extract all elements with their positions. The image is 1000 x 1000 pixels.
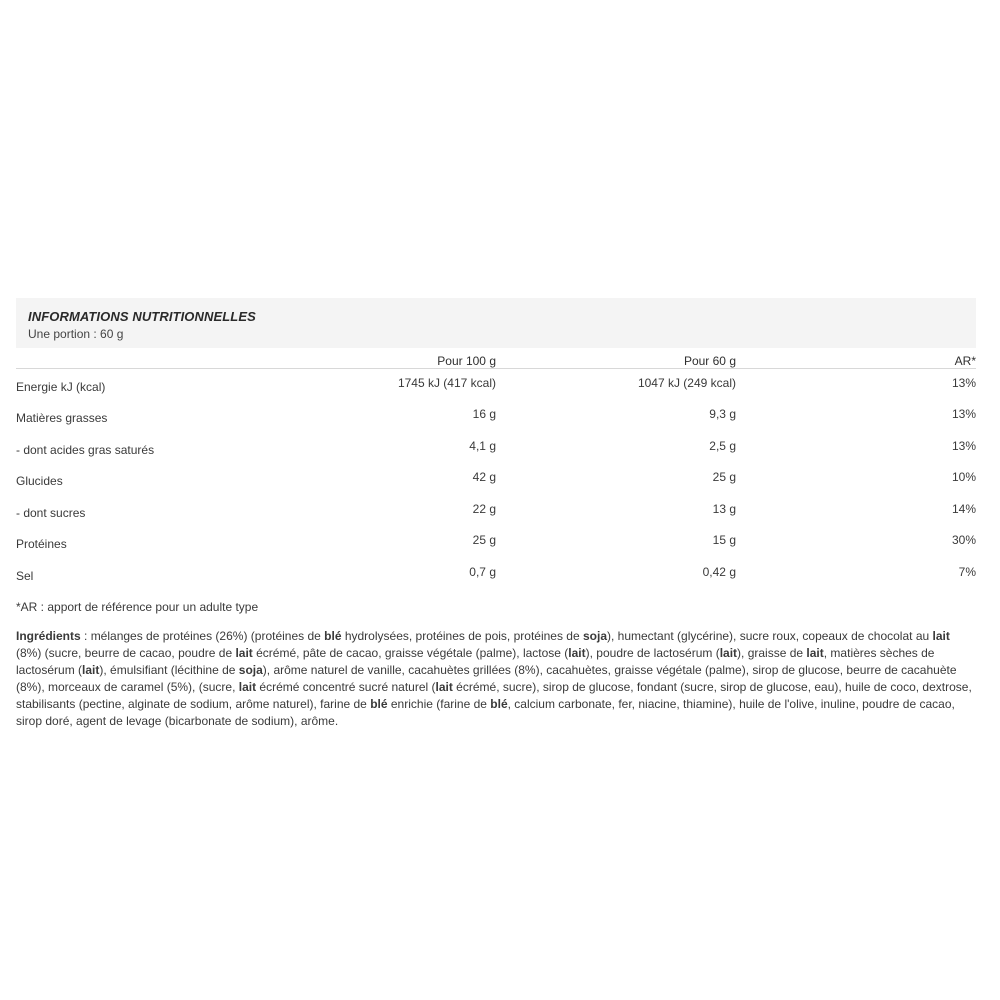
nutrition-header [16, 298, 976, 348]
table-row [16, 527, 976, 559]
value-per-60g: 15 g [712, 533, 736, 548]
table-row [16, 558, 976, 590]
value-ar: 13% [951, 438, 976, 453]
ingredients-part: lait [568, 645, 586, 660]
value-per-60g: 2,5 g [709, 438, 736, 453]
nutrient-name: - dont sucres [16, 505, 86, 520]
ingredients-part: soja [238, 662, 263, 677]
value-ar: 13% [951, 375, 976, 390]
ingredients-part: ), humectant (glycérine), sucre roux, copeaux de chocolat au [607, 628, 933, 643]
ingredients-part: blé [490, 696, 508, 711]
value-per-100g: 25 g [472, 533, 496, 548]
nutrition-panel [16, 298, 976, 730]
nutrition-table [16, 348, 976, 590]
table-row [16, 401, 976, 433]
table-row [16, 369, 976, 401]
ingredients-part: blé [324, 628, 342, 643]
value-per-60g: 0,42 g [702, 564, 736, 579]
ingredients-part: ), poudre de lactosérum ( [585, 645, 720, 660]
value-per-100g: 16 g [472, 407, 496, 422]
value-ar: 10% [951, 470, 976, 485]
value-ar: 7% [958, 564, 976, 579]
column-header-ar: AR* [736, 348, 976, 369]
ingredients-part: enrichie (farine de [387, 696, 491, 711]
ar-footnote: *AR : apport de référence pour un adulte type [16, 599, 259, 614]
value-per-100g: 0,7 g [469, 564, 496, 579]
ingredients-part: , matières sèches de lactosérum ( [16, 645, 935, 677]
nutrient-name: Sel [16, 568, 34, 583]
nutrient-name: Protéines [16, 537, 67, 552]
column-header-per-100g: Pour 100 g [316, 348, 496, 369]
ingredients-part: , calcium carbonate, fer, niacine, thiamine), huile de l'olive, inuline, poudre de cacao, sirop doré, agent de levage (bicarbonate de sodium), arôme. [16, 696, 955, 728]
portion-size: Une portion : 60 g [28, 327, 124, 341]
ingredients-part: ), graisse de [737, 645, 807, 660]
ingredients-part: : mélanges de protéines (26%) (protéines de [80, 628, 325, 643]
column-header-per-60g: Pour 60 g [496, 348, 736, 369]
column-header-nutrient [16, 348, 316, 369]
value-per-100g: 4,1 g [469, 438, 496, 453]
value-per-100g: 1745 kJ (417 kcal) [397, 375, 496, 390]
ingredients-part: (8%) (sucre, beurre de cacao, poudre de [16, 645, 236, 660]
ingredients-part: lait [719, 645, 738, 660]
ingredients-part: lait [82, 662, 100, 677]
value-ar: 13% [951, 407, 976, 422]
table-row [16, 495, 976, 527]
nutrient-name: - dont acides gras saturés [16, 442, 155, 457]
ingredients-part: soja [582, 628, 607, 643]
table-row [16, 464, 976, 496]
nutrition-title: INFORMATIONS NUTRITIONNELLES [28, 309, 256, 324]
value-per-60g: 9,3 g [709, 407, 736, 422]
ingredients-part: hydrolysées, protéines de pois, protéines de [341, 628, 583, 643]
ingredients-part: écrémé, pâte de cacao, graisse végétale (palme), lactose ( [252, 645, 569, 660]
ingredients-part: ), émulsifiant (lécithine de [99, 662, 239, 677]
ingredients-part: écrémé, sucre), sirop de glucose, fondant (sucre, sirop de glucose, eau), huile de coco, dextrose, stabilisants (pectine, alginate de sodium, arôme naturel), farine de [16, 679, 972, 711]
ingredients-part: blé [370, 696, 388, 711]
nutrient-name: Energie kJ (kcal) [16, 379, 106, 394]
nutrient-name: Glucides [16, 474, 63, 489]
ingredients-part: lait [932, 628, 950, 643]
ingredients-part: lait [235, 645, 253, 660]
ingredients-part: Ingrédients [16, 628, 81, 643]
ingredients-text [16, 628, 978, 730]
value-per-60g: 13 g [712, 501, 736, 516]
table-row [16, 432, 976, 464]
value-ar: 30% [951, 533, 976, 548]
table-header-row [16, 348, 976, 369]
ingredients-part: ), arôme naturel de vanille, cacahuètes grillées (8%), cacahuètes, graisse végétale (palme), sirop de glucose, beurre de cacahuète (8%), morceaux de caramel (5%), (sucre, [16, 662, 957, 694]
nutrient-name: Matières grasses [16, 411, 108, 426]
ingredients-part: écrémé concentré sucré naturel ( [256, 679, 436, 694]
value-per-100g: 42 g [472, 470, 496, 485]
ingredients-part: lait [806, 645, 824, 660]
value-per-100g: 22 g [472, 501, 496, 516]
value-ar: 14% [951, 501, 976, 516]
value-per-60g: 1047 kJ (249 kcal) [637, 375, 736, 390]
ingredients-part: lait [435, 679, 453, 694]
value-per-60g: 25 g [712, 470, 736, 485]
ingredients-part: lait [238, 679, 257, 694]
